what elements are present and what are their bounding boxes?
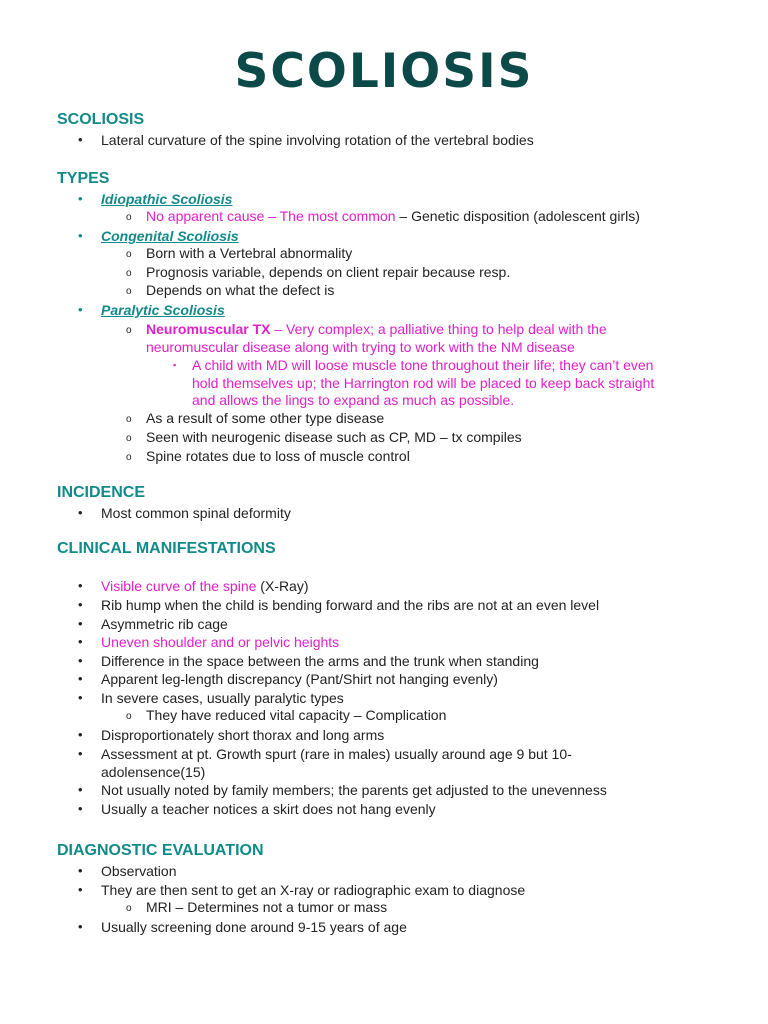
definition-item: Lateral curvature of the spine involving rotation of the vertebral bodies (101, 132, 534, 148)
bullet-marker: • (78, 727, 83, 742)
bullet-marker: • (78, 671, 83, 686)
manifestation-item: Rib hump when the child is bending forward and the ribs are not at an even level (101, 597, 600, 613)
diagnostic-item: They are then sent to get an X-ray or radiographic exam to diagnose (101, 882, 526, 898)
bullet-marker: • (78, 505, 83, 520)
manifestation-item: Disproportionately short thorax and long arms (101, 727, 385, 743)
paralytic-item: Seen with neurogenic disease such as CP, MD – tx compiles (146, 429, 522, 445)
document-title: SCOLIOSIS (234, 44, 534, 99)
bullet-marker: • (78, 801, 83, 816)
circle-marker: o (126, 325, 132, 336)
paralytic-item: Spine rotates due to loss of muscle control (146, 448, 410, 464)
congenital-item: Depends on what the defect is (146, 282, 335, 298)
bullet-marker: • (78, 882, 83, 897)
subheading-paralytic: Paralytic Scoliosis (101, 302, 225, 318)
manifestation-item: Usually a teacher notices a skirt does not hang evenly (101, 801, 436, 817)
manifestation-item: Asymmetric rib cage (101, 616, 228, 632)
neuromuscular-item (146, 320, 607, 338)
heading-types: TYPES (57, 170, 110, 187)
bullet-marker: • (78, 690, 83, 705)
bullet-marker: • (78, 616, 83, 631)
bullet-marker: • (78, 863, 83, 878)
circle-marker: o (126, 452, 132, 463)
circle-marker: o (126, 268, 132, 279)
bullet-marker: • (78, 746, 83, 761)
bullet-marker: • (78, 634, 83, 649)
bullet-marker: • (78, 191, 83, 206)
subheading-idiopathic: Idiopathic Scoliosis (101, 191, 233, 207)
square-marker: ▪ (173, 360, 177, 370)
idiopathic-genetic: – Genetic disposition (adolescent girls) (395, 208, 640, 224)
bullet-marker: • (78, 132, 83, 147)
neuromuscular-text-cont: neuromuscular disease along with trying to work with the NM disease (146, 339, 575, 355)
circle-marker: o (126, 433, 132, 444)
heading-scoliosis: SCOLIOSIS (57, 111, 145, 128)
manifestation-item-cont: adolensence(15) (101, 764, 206, 780)
bullet-marker: • (78, 578, 83, 593)
bullet-marker: • (78, 302, 83, 317)
visible-curve: Visible curve of the spine (101, 578, 257, 594)
diagnostic-item: Observation (101, 863, 177, 879)
neuromuscular-text: – Very complex; a palliative thing to help deal with the (270, 321, 607, 337)
diagnostic-item: Usually screening done around 9-15 years of age (101, 919, 407, 935)
idiopathic-item (146, 207, 640, 225)
md-detail: A child with MD will loose muscle tone throughout their life; they can’t even (192, 357, 654, 373)
diagnostic-subitem: MRI – Determines not a tumor or mass (146, 899, 388, 915)
congenital-item: Prognosis variable, depends on client repair because resp. (146, 264, 511, 280)
paralytic-item: As a result of some other type disease (146, 410, 385, 426)
bullet-marker: • (78, 782, 83, 797)
manifestation-item: Not usually noted by family members; the parents get adjusted to the unevenness (101, 782, 607, 798)
manifestation-item: Uneven shoulder and or pelvic heights (101, 634, 340, 650)
circle-marker: o (126, 286, 132, 297)
incidence-item: Most common spinal deformity (101, 505, 291, 521)
manifestation-item: Assessment at pt. Growth spurt (rare in males) usually around age 9 but 10- (101, 746, 572, 762)
bullet-marker: • (78, 597, 83, 612)
circle-marker: o (126, 249, 132, 260)
congenital-item: Born with a Vertebral abnormality (146, 245, 353, 261)
manifestation-item: Apparent leg-length discrepancy (Pant/Shirt not hanging evenly) (101, 671, 498, 687)
heading-clinical-manifestations: CLINICAL MANIFESTATIONS (57, 540, 276, 557)
heading-diagnostic-evaluation: DIAGNOSTIC EVALUATION (57, 842, 264, 859)
neuromuscular-label: Neuromuscular TX (146, 321, 271, 337)
bullet-marker: • (78, 653, 83, 668)
idiopathic-cause: No apparent cause – The most common (146, 208, 396, 224)
circle-marker: o (126, 212, 132, 223)
heading-incidence: INCIDENCE (57, 484, 146, 501)
bullet-marker: • (78, 228, 83, 243)
bullet-marker: • (78, 919, 83, 934)
md-detail: hold themselves up; the Harrington rod will be placed to keep back straight (192, 375, 655, 391)
circle-marker: o (126, 414, 132, 425)
manifestation-subitem: They have reduced vital capacity – Complication (146, 707, 447, 723)
md-detail: and allows the lings to expand as much as possible. (192, 392, 515, 408)
circle-marker: o (126, 903, 132, 914)
manifestation-item (101, 577, 309, 595)
xray-note: (X-Ray) (256, 578, 309, 594)
manifestation-item: Difference in the space between the arms and the trunk when standing (101, 653, 539, 669)
circle-marker: o (126, 711, 132, 722)
subheading-congenital: Congenital Scoliosis (101, 228, 239, 244)
manifestation-item: In severe cases, usually paralytic types (101, 690, 344, 706)
